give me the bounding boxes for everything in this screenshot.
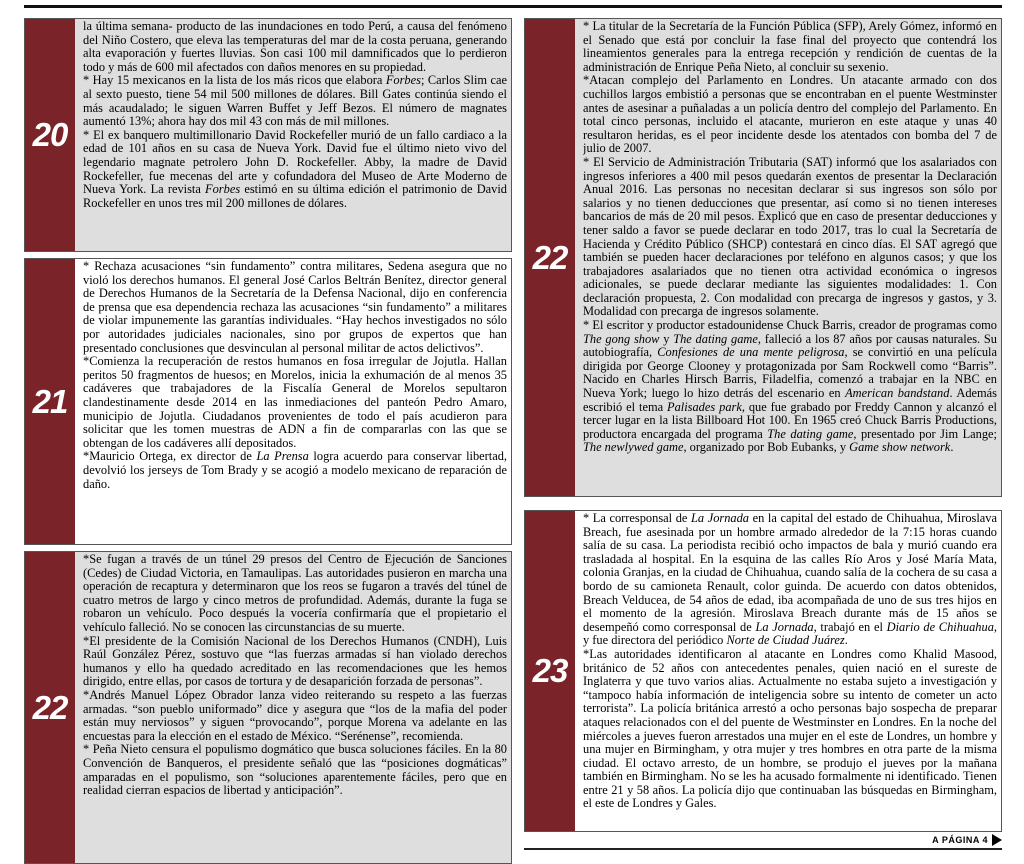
news-item [83, 689, 507, 743]
continue-link-label: A PÁGINA 4 [932, 835, 988, 845]
arrow-right-icon [992, 834, 1002, 846]
section-text [83, 553, 507, 863]
day-strip [525, 511, 575, 831]
news-item [83, 553, 507, 635]
section-text [583, 512, 997, 831]
text-run: estimó en su última edición el patrimonio de David Rockefeller en unos tres mil 200 millones de dólares. [83, 182, 507, 210]
section-text [583, 20, 997, 496]
text-run: , trabajó en el [813, 619, 887, 634]
text-run: , que fue grabado por Freddy Cannon y alcanzó el tercer lugar en la lista Billboard Hot 100. En 1965 creó Chuck Barris Productions, productora encargada del programa [583, 399, 997, 441]
day-number: 20 [32, 116, 68, 153]
text-run: *Comienza la recuperación de restos humanos en fosa irregular de Jojutla. Hallan peritos 50 fragmentos de huesos; en Morelos, inicia la exhumación de al menos 35 cadáveres que trabajadores de la Fiscalía General de Morelos sepultaron clandestinamente desde 2014 en las inmediaciones del panteón Pedro Amaro, municipio de Jojutla. Ciudadanos provenientes de todo el país acudieron para solicitar que les tomen muestras de ADN a fin de compararlas con las que se obtengan de los cadáveres allí depositados. [83, 354, 507, 450]
news-item [83, 20, 507, 74]
continue-to-page-link[interactable] [932, 834, 1002, 846]
news-item [583, 648, 997, 811]
news-item [583, 512, 997, 648]
footer-rule [524, 848, 1002, 850]
section-day-22-right [524, 18, 1002, 497]
text-run: ; Carlos Slim cae al sexto puesto, tiene 54 mil 500 millones de dólares. Bill Gates continúa siendo el más acaudalado; le siguen Warren Buffet y Jeff Bezos. El número de magnates aumentó 13%; ahora hay dos mil 43 con más de mil millones. [83, 73, 507, 129]
section-day-23 [524, 510, 1002, 832]
news-item [83, 74, 507, 128]
italic-title: American bandstand [845, 386, 950, 401]
news-item [583, 20, 997, 74]
news-item [583, 156, 997, 319]
text-run: , y fue directora del periódico [583, 619, 997, 648]
news-item [83, 129, 507, 211]
text-run: , organizado por Bob Eubanks, y [683, 440, 850, 455]
section-day-21 [24, 258, 512, 545]
italic-title: Forbes [385, 73, 421, 88]
news-item [83, 355, 507, 450]
text-run: . Además escribió el tema [583, 386, 997, 414]
italic-title: Confesiones de una mente peligrosa [657, 345, 845, 360]
news-item [83, 450, 507, 491]
text-run: *Mauricio Ortega, ex director de [83, 449, 257, 464]
section-day-20 [24, 18, 512, 252]
text-run: , falleció a los 87 años por causas naturales. Su autobiografía, [583, 331, 997, 360]
day-strip [25, 259, 75, 544]
section-text [83, 20, 507, 251]
italic-title: The dating game [767, 426, 854, 441]
day-number: 23 [532, 652, 568, 689]
italic-title: La Jornada [691, 512, 749, 525]
italic-title: Diario de Chihuahua [886, 619, 994, 634]
text-run: *El presidente de la Comisión Nacional de los Derechos Humanos (CNDH), Luis Raúl González Pérez, sostuvo que “las fuerzas armadas sí han violado derechos humanos y ello ha quedado acreditado en las recomendaciones que les hemos dirigido, entre ellas, por casos de tortura y de desaparición forzada de personas”. [83, 633, 507, 689]
text-run: *Atacan complejo del Parlamento en Londres. Un atacante armado con dos cuchillos largos embistió a personas que se encontraban en el puente Westminster antes de asesinar a puñaladas a un policía dentro del complejo del Parlamento. En total cinco personas, incluido el atacante, murieron en este ataque y unas 40 resultaron heridas, es el peor incidente desde los atentados con bomba del 7 de julio de 2007. [583, 73, 997, 156]
italic-title: La Jornada [755, 619, 814, 634]
day-number: 22 [32, 688, 68, 726]
italic-title: Palisades park [667, 399, 742, 414]
day-strip [25, 19, 75, 251]
italic-title: Norte de Ciudad Juárez [726, 633, 845, 648]
italic-title: La Prensa [256, 449, 309, 464]
text-run: y [659, 331, 674, 346]
text-run: * Rechaza acusaciones “sin fundamento” contra militares, Sedena asegura que no violó los derechos humanos. El general José Carlos Beltrán Benítez, director general de Derechos Humanos de la Secretaría de la Defensa Nacional, dijo en conferencia de prensa que esa dependencia rechaza las acusaciones “sin fundamento” a militares de violar impunemente las garantías individuales. “Hay hechos investigados no sólo por autoridades judiciales nacionales, sino por grupos de expertos que han presentado conclusiones que desvinculan al personal militar de actos delictivos”. [83, 260, 507, 355]
italic-title: The gong show [583, 331, 660, 346]
day-number: 21 [32, 382, 68, 420]
text-run: , se convirtió en una película dirigida por George Clooney y protagonizada por Sam Rockwell como “Barris”. Nacido en Charles Hirsch Barris, Filadelfia, comenzó a trabajar en la NBC en Nueva York; luego lo hizo detrás del escenario en [583, 345, 997, 401]
section-text [83, 260, 507, 544]
news-item [83, 743, 507, 797]
text-run: *Andrés Manuel López Obrador lanza video reiterando su respeto a las fuerzas armadas. “son pueblo uniformado” dice y asegura que “los de la mafia del poder están muy nerviosos” y siguen “provocando”, porque Morena va adelante en las encuestas para la elección en el estado de México. “Serénense”, recomienda. [83, 687, 507, 743]
text-run: * La titular de la Secretaría de la Función Pública (SFP), Arely Gómez, informó en el Senado que está por concluir la fase final del proyecto que contendrá los lineamientos generales para la entrega recepción y rendición de cuentas de la administración de Enrique Peña Nieto, al concluir su sexenio. [583, 20, 997, 74]
text-run: , presentado por Jim Lange; [853, 426, 997, 441]
day-strip [525, 19, 575, 496]
news-item [83, 260, 507, 355]
text-run: . [950, 440, 954, 455]
text-run: * Peña Nieto censura el populismo dogmático que busca soluciones fáciles. En la 80 Convención de Banqueros, el presidente señaló que las “posiciones dogmáticas” amparadas en el populismo, son “soluciones aparentemente fáciles, pero que en realidad cierran espacios de libertad y anticipación”. [83, 742, 507, 798]
italic-title: The dating game [673, 331, 758, 346]
news-item [583, 74, 997, 156]
italic-title: The newlywed game [583, 440, 684, 455]
news-item [583, 319, 997, 455]
day-strip [25, 552, 75, 863]
text-run: * El escritor y productor estadounidense Chuck Barris, creador de programas como [583, 318, 997, 333]
top-rule [24, 5, 1002, 8]
italic-title: Forbes [205, 182, 241, 197]
italic-title: Game show network [849, 440, 951, 455]
text-run: en la capital del estado de Chihuahua, Miroslava Breach, fue asesinada por un hombre armado alrededor de la 7:15 horas cuando salía de su casa. La periodista recibió ocho impactos de bala y murió cuando era trasladada al hospital. En la esquina de las calles Río Aros y José María Mata, colonia Granjas, en la ciudad de Chihuahua, cuando salía de la cochera de su casa a bordo de su camioneta Renault, color guinda. De acuerdo con datos obtenidos, Breach Velducea, de 54 años de edad, iba acompañada de uno de sus tres hijos en el momento de la agresión. Miroslava Breach durante más de 15 años se desempeñó como corresponsal de [583, 512, 997, 634]
news-item [83, 635, 507, 689]
day-number: 22 [532, 238, 568, 276]
text-run: * Hay 15 mexicanos en la lista de los más ricos que elabora [83, 73, 386, 88]
text-run: * La corresponsal de [583, 512, 691, 525]
text-run: . [844, 633, 848, 648]
text-run: *Se fugan a través de un túnel 29 presos del Centro de Ejecución de Sanciones (Cedes) de Ciudad Victoria, en Tamaulipas. Las autoridades pusieron en marcha una operación de recaptura y determinaron que los reos se fugaron a través del túnel de cuatro metros de largo y cinco metros de profundidad. Además, durante la fuga se robaron un vehículo. Poco después la vocería confirmaría que el propietario el vehículo falleció. No se conocen las circunstancias de su muerte. [83, 553, 507, 634]
text-run: * El ex banquero multimillonario David Rockefeller murió de un fallo cardiaco a la edad de 101 años en su casa de Nueva York. David fue el último nieto vivo del legendario magnate petrolero John D. Rockefeller. Abby, la madre de David Rockefeller, fue mecenas del arte y cofundadora del Museo de Arte Moderno de Nueva York. La revista [83, 127, 507, 197]
text-run: *Las autoridades identificaron al atacante en Londres como Khalid Masood, británico de 52 años con antecedentes penales, quien nació en el sureste de Inglaterra y que tuvo varios alias. Actualmente no estaba sujeto a investigación y “tampoco había información de inteligencia sobre su intento de cometer un acto terrorista”. La policía británica arrestó a ocho personas bajo sospecha de preparar ataques relacionados con el del puente de Westminster en Londres. En la noche del miércoles a jueves fueron arrestados una mujer en el este de Londres, un hombre y una mujer en Birmingham, y otra mujer y tres hombres en otra parte de la misma ciudad. El octavo arresto, de un hombre, se produjo el jueves por la mañana también en Birmingham. No se les ha acusado formalmente ni identificado. Tienen entre 21 y 58 años. La policía dijo que continuaban las búsquedas en Birmingham, el este de Londres y Gales. [583, 646, 997, 811]
text-run: la última semana- producto de las inundaciones en todo Perú, a causa del fenómeno del Niño Costero, que eleva las temperaturas del mar de la costa peruana, generando alta evaporación y fuertes lluvias. Son casi 100 mil damnificados que lo perdieron todo y más de 600 mil afectados con daños menores en su propiedad. [83, 20, 507, 74]
section-day-22-left [24, 551, 512, 864]
text-run: logra acuerdo para conservar libertad, devolvió los jerseys de Tom Brady y se acogió a modelo mexicano de reparación de daño. [83, 449, 507, 491]
text-run: * El Servicio de Administración Tributaria (SAT) informó que los asalariados con ingresos inferiores a 400 mil pesos quedarán exentos de presentar la Declaración Anual 2016. Las personas no necesitan declarar si sus ingresos son sólo por salarios y no tienen deducciones que presentar, así como si no tienen intereses bancarios de más de 20 mil pesos. Explicó que en caso de presentar deducciones y tener saldo a favor se puede declarar en todo 2017, tras lo cual la Secretaría de Hacienda y Crédito Público (SHCP) contestará en cinco días. El SAT agregó que también se pueden hacer declaraciones por teléfono en algunos casos; y que los trabajadores asalariados que no tienen otra actividad económica o ingresos adicionales, se puede declarar mediante las siguientes modalidades: 1. Con declaración propuesta, 2. Con modalidad con precarga de ingresos y gastos, y 3. Modalidad con precarga de ingresos solamente. [583, 154, 997, 319]
